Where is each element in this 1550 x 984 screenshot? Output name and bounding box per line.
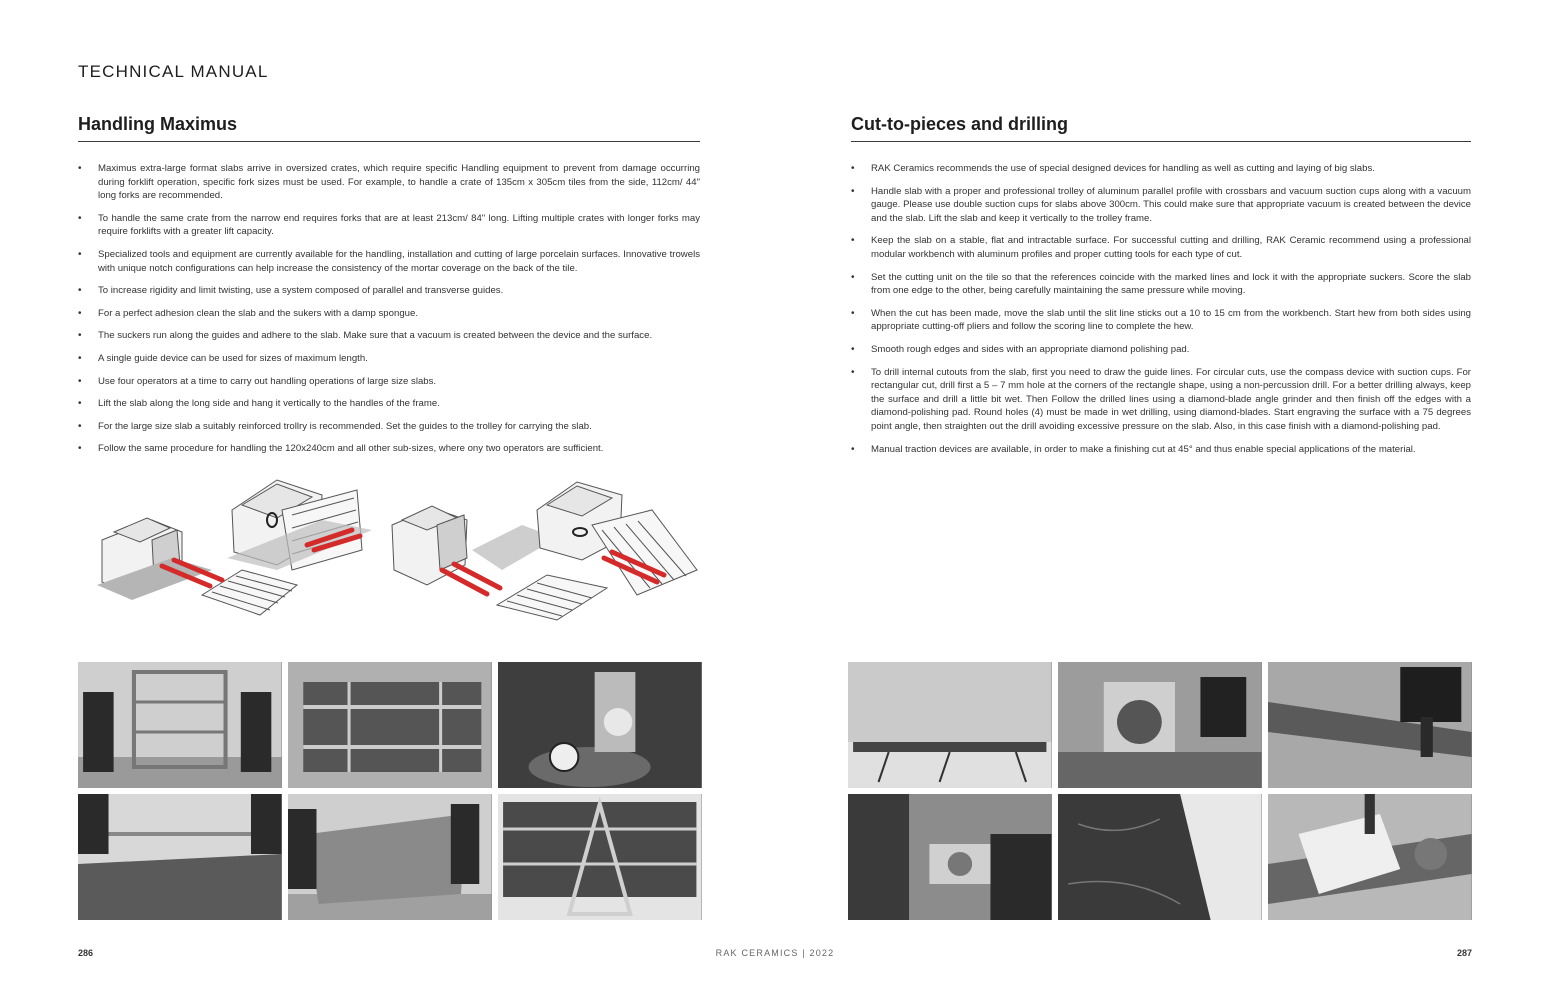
bullet-item: • Use four operators at a time to carry out handling operations of large size slabs. [78,375,700,389]
footer-brand: RAK CERAMICS | 2022 [715,948,835,958]
handling-photo-grid [78,662,702,920]
bullet-item: • When the cut has been made, move the slab until the slit line sticks out a 10 to 15 cm from the workbench. Start hew from both sides using appropriate cutting-off pliers and follow the scoring line to complete the hew. [851,307,1471,334]
bullet-item: • Set the cutting unit on the tile so that the references coincide with the marked lines and lock it with the appropriate suckers. Score the slab from one edge to the other, being carefully maintaining the same pressure while moving. [851,271,1471,298]
manual-title: TECHNICAL MANUAL [78,62,269,81]
cutting-photo-grid [848,662,1472,920]
handling-bullet-list [78,162,700,456]
photo-slab-tilted [288,794,492,920]
photo-scoring-line [1268,662,1472,788]
photo-cutting-pliers [848,794,1052,920]
bullet-item: • For the large size slab a suitably reinforced trollry is recommended. Set the guides to the trolley for carrying the slab. [78,420,700,434]
photo-operators-lowering-slab [78,794,282,920]
bullet-item: • To drill internal cutouts from the slab, first you need to draw the guide lines. For circular cuts, use the compass device with suction cups. For rectangular cut, drill first a 5 – 7 mm hole at the corners of the rectangle shape, using a non-percussion drill. For a better drilling always, keep the surface and drill a little bit wet. Then Follow the drilled lines using a diamond-blade angle grinder and then finish off the edges with a diamond-polishing pad. Round holes (4) must be made in wet drilling, using diamond-blades. Start engraving the surface with a 75 degrees point angle, then straighten out the drill avoiding excessive pressure on the slab. Also, in this case finish with a diamond-polishing pad. [851,366,1471,434]
bullet-item: • To handle the same crate from the narrow end requires forks that are at least 213cm/ 84" long. Lifting multiple crates with longer forks may require forklifts with a greater lift capacity. [78,212,700,239]
bullet-item: • The suckers run along the guides and adhere to the slab. Make sure that a vacuum is created between the device and the surface. [78,329,700,343]
right-page-column [851,114,1471,465]
photo-grinder-on-rail [1268,794,1472,920]
bullet-item: • A single guide device can be used for sizes of maximum length. [78,352,700,366]
bullet-item: • Manual traction devices are available, in order to make a finishing cut at 45° and thus enable special applications of the material. [851,443,1471,457]
photo-cutting-unit [1058,662,1262,788]
bullet-item: • Maximus extra-large format slabs arrive in oversized crates, which require specific Handling equipment to prevent from damage occurring during forklift operation, specific fork sizes must be used. For example, to handle a crate of 135cm x 305cm tiles from the side, 112cm/ 44" long forks are recommended. [78,162,700,203]
bullet-item: • To increase rigidity and limit twisting, use a system composed of parallel and transverse guides. [78,284,700,298]
photo-slab-edge [1058,794,1262,920]
bullet-item: • Follow the same procedure for handling the 120x240cm and all other sub-sizes, where ony two operators are sufficient. [78,442,700,456]
photo-operators-lifting-frame [78,662,282,788]
bullet-item: • Lift the slab along the long side and hang it vertically to the handles of the frame. [78,397,700,411]
forklift-illustration [92,470,704,645]
photo-slab-on-trolley [498,794,702,920]
photo-suction-cup-gauge [498,662,702,788]
bullet-item: • RAK Ceramics recommends the use of special designed devices for handling as well as cutting and laying of big slabs. [851,162,1471,176]
section-heading-handling: Handling Maximus [78,114,700,142]
cutting-bullet-list [851,162,1471,456]
bullet-item: • Smooth rough edges and sides with an appropriate diamond polishing pad. [851,343,1471,357]
bullet-item: • For a perfect adhesion clean the slab and the sukers with a damp spongue. [78,307,700,321]
bullet-item: • Handle slab with a proper and professional trolley of aluminum parallel profile with crossbars and vacuum suction cups along with a vacuum gauge. Please use double suction cups for slabs above 300cm. This could make sure that appropriate vacuum is created between the device and the slab. Lift the slab and keep it vertically to the trolley frame. [851,185,1471,226]
photo-slab-with-guides [288,662,492,788]
bullet-item: • Keep the slab on a stable, flat and intractable surface. For successful cutting and drilling, RAK Ceramic recommend using a professional modular workbench with aluminum profiles and proper cutting tools for each type of cut. [851,234,1471,261]
section-heading-cutting: Cut-to-pieces and drilling [851,114,1471,142]
page-number-left: 286 [78,948,94,958]
page-number-right: 287 [1456,948,1472,958]
left-page-column [78,114,700,465]
forklift-diagram-svg [92,470,704,645]
bullet-item: • Specialized tools and equipment are currently available for the handling, installation and cutting of large porcelain surfaces. Innovative trowels with unique notch configurations can help increase the consistency of the mortar coverage on the back of the tile. [78,248,700,275]
photo-workbench [848,662,1052,788]
